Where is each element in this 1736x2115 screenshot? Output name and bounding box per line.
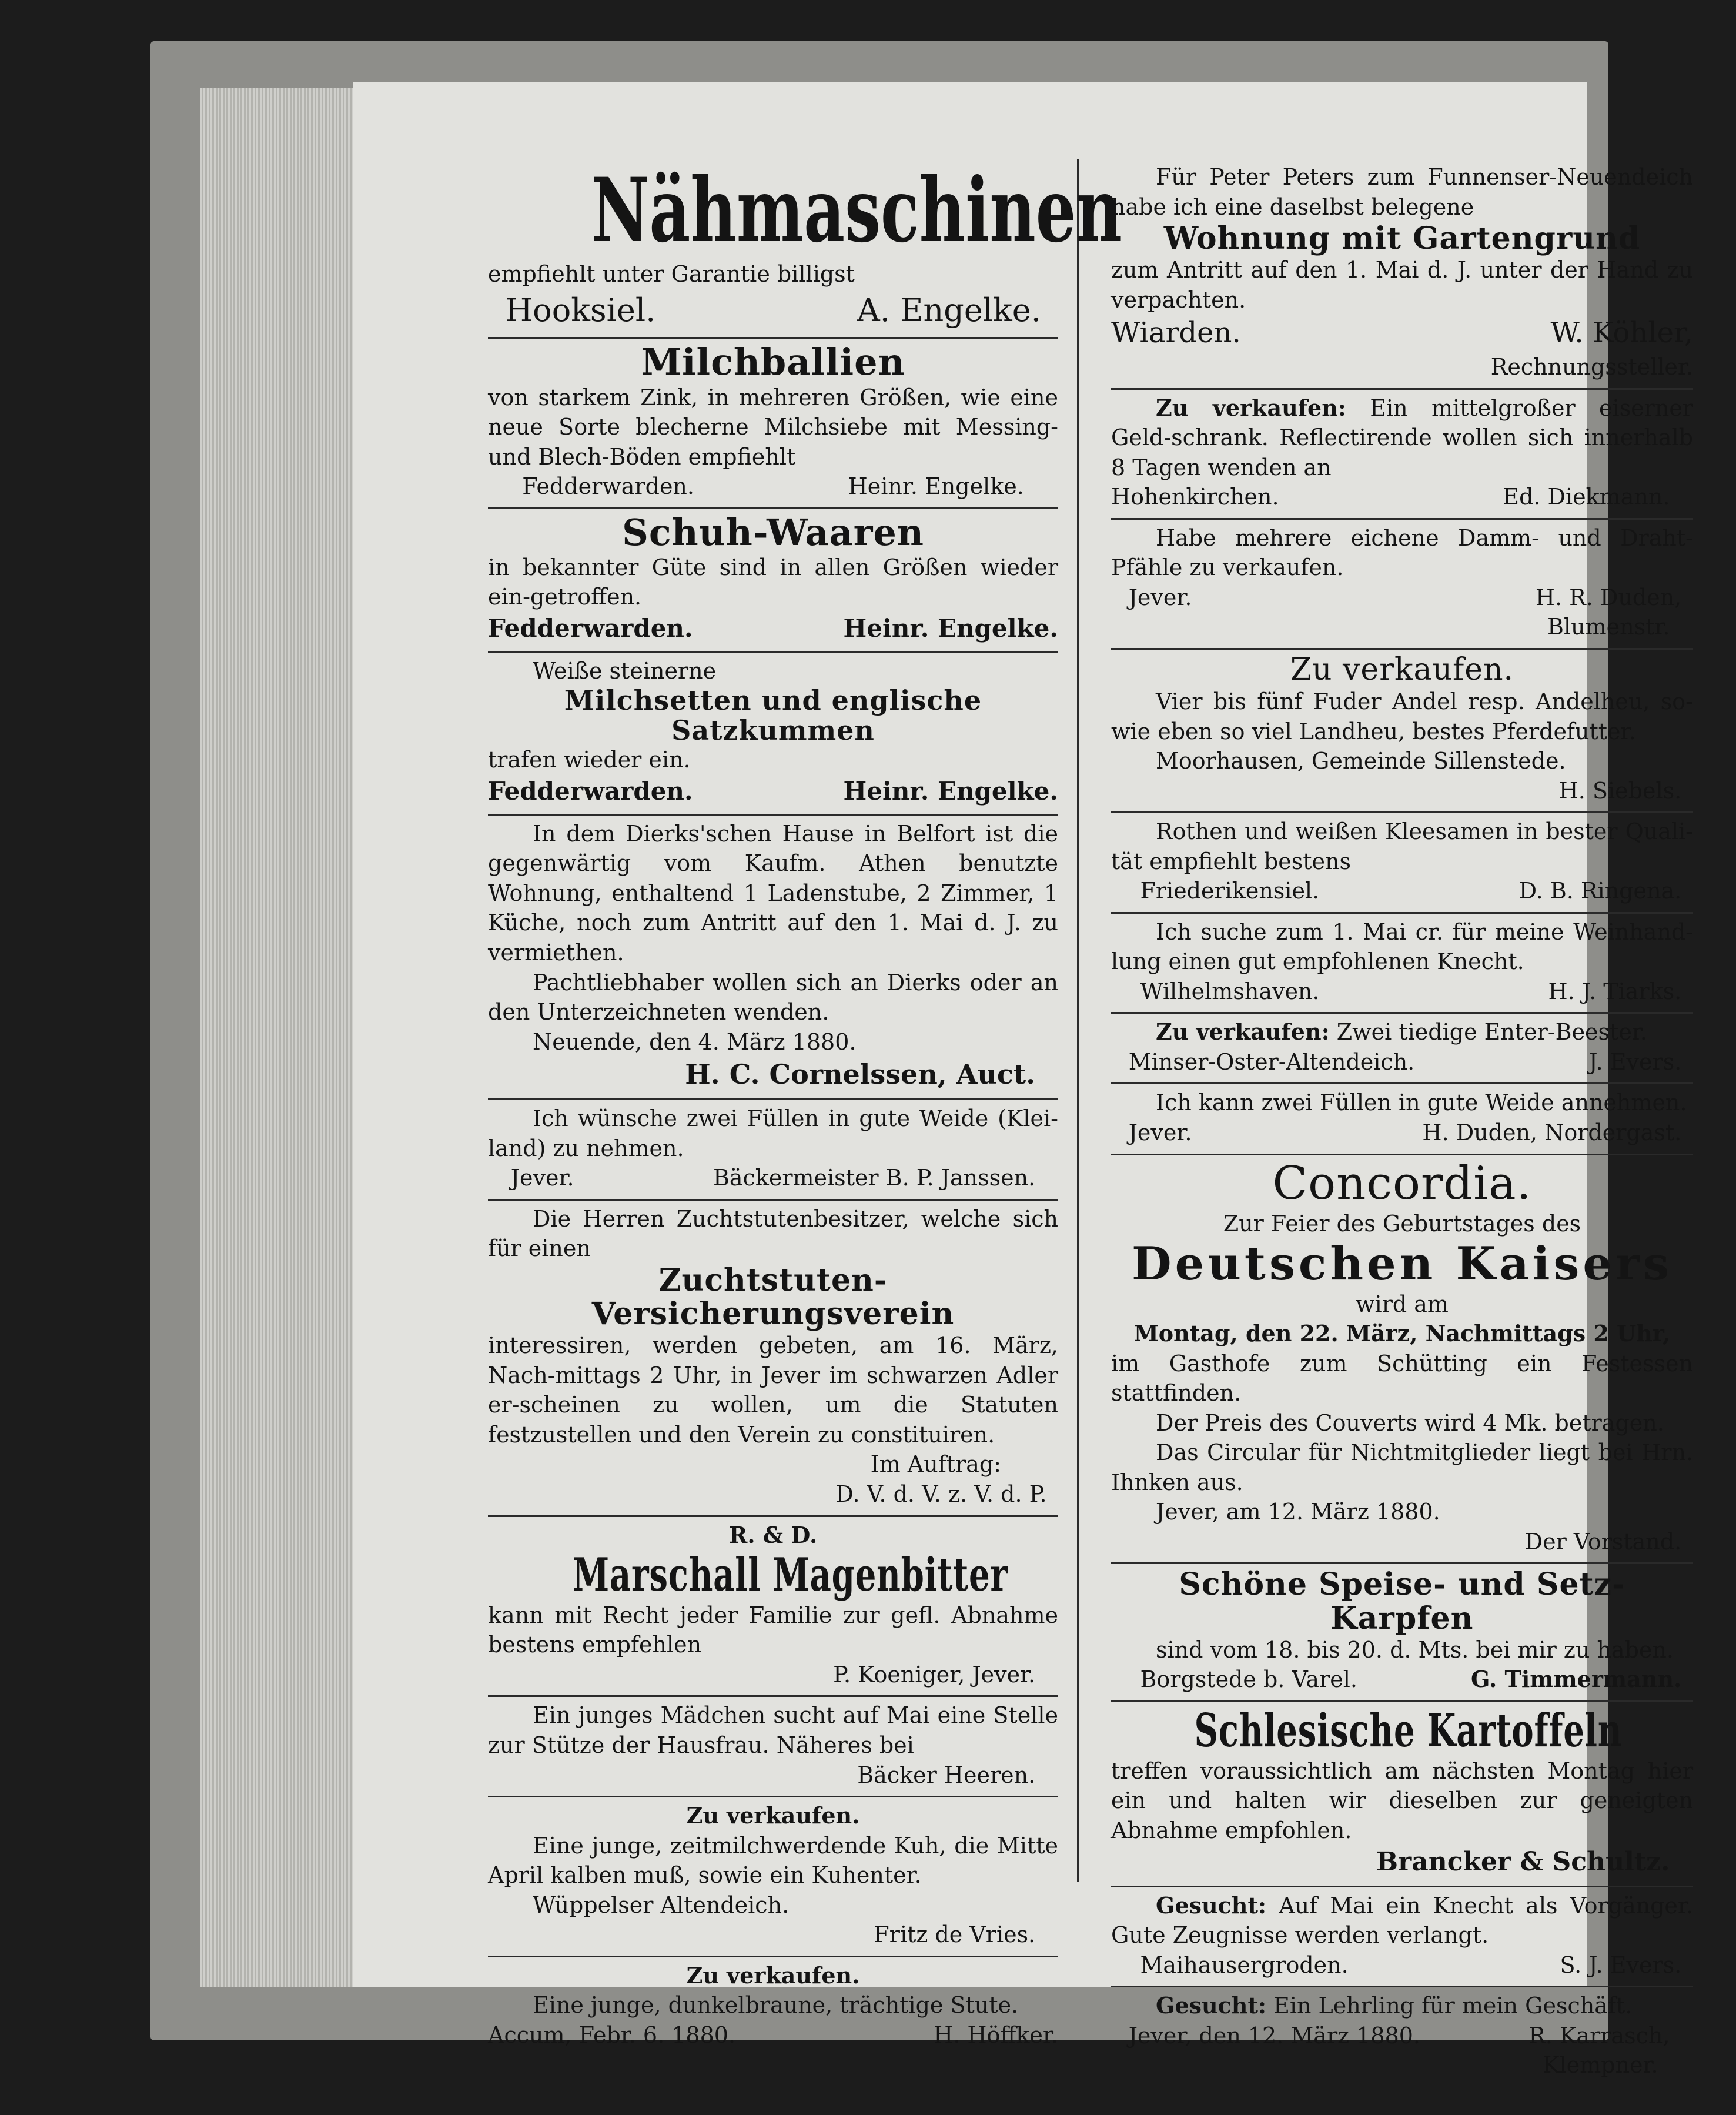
ad-body: Vier bis fünf Fuder Andel resp. Andelheu, so-wie eben so viel Landheu, bestes Pferdefutter. <box>1111 689 1693 744</box>
ad-foal-pasture <box>488 1100 1058 1201</box>
ad-signature: Fritz de Vries. <box>874 1922 1036 1948</box>
ad-signature: Wilhelmshaven. H. J. Tiarks. <box>1140 978 1682 1004</box>
ad-intro: Für Peter Peters zum Funnenser-Neuendeich habe ich eine daselbst belegene <box>1111 164 1693 220</box>
ad-body: Eine junge, zeitmilchwerdende Kuh, die Mitte April kalben muß, sowie ein Kuhenter. <box>488 1832 1058 1889</box>
column-divider <box>1077 159 1079 1882</box>
ad-signature: Wiarden. W. Köhler, <box>1111 316 1693 350</box>
ad-body-2: Der Preis des Couverts wird 4 Mk. betragen. <box>1156 1409 1664 1436</box>
ad-sewing-machines <box>488 159 1122 339</box>
ad-title: Nähmaschinen <box>591 159 1122 262</box>
ad-shoes <box>488 509 1058 653</box>
ad-title: Schlesische Kartoffeln <box>1194 1703 1623 1758</box>
ad-role: Klempner. <box>1543 2052 1658 2079</box>
ad-body-2: Pachtliebhaber wollen sich an Dierks oder an den Unterzeichneten wenden. <box>488 969 1058 1025</box>
ad-signature: Der Vorstand. <box>1524 1528 1682 1555</box>
ad-body: Ich wünsche zwei Füllen in gute Weide (Klei-land) zu nehmen. <box>488 1105 1058 1161</box>
ad-signature: Brancker & Schultz. <box>1376 1847 1670 1877</box>
ad-body: Ein junges Mädchen sucht auf Mai eine Stelle zur Stütze der Hausfrau. Näheres bei <box>488 1702 1058 1758</box>
ad-signature: Fedderwarden. Heinr. Engelke. <box>522 473 1024 500</box>
ad-signature: Jever. Bäckermeister B. P. Janssen. <box>510 1165 1036 1191</box>
ad-apprentice-wanted <box>1111 1987 1693 2086</box>
ad-mare-sale <box>488 1957 1058 2056</box>
ad-signature: Borgstede b. Varel. G. Timmermann. <box>1140 1666 1682 1693</box>
ad-intro: Die Herren Zuchtstutenbesitzer, welche sich für einen <box>488 1205 1058 1262</box>
ad-signature: Fedderwarden. Heinr. Engelke. <box>488 777 1058 806</box>
ad-signature: Accum, Febr. 6. 1880. H. Höffker. <box>488 2022 1058 2048</box>
ad-body: treffen voraussichtlich am nächsten Montag hier ein und halten wir dieselben zur geneigten Abnahme empfohlen. <box>1111 1758 1693 1843</box>
ad-body: Gesucht: Ein Lehrling für mein Geschäft. <box>1156 1992 1633 2019</box>
ad-body: Rothen und weißen Kleesamen in bester Quali-tät empfiehlt bestens <box>1111 818 1693 874</box>
ad-heifers-sale <box>1111 1014 1693 1084</box>
page-edges <box>200 88 364 1987</box>
ad-title: Concordia. <box>1272 1157 1532 1210</box>
ad-place: Wüppelser Altendeich. <box>533 1892 790 1918</box>
ad-signature: Hooksiel. A. Engelke. <box>505 291 1041 329</box>
ad-farmhand-wanted <box>1111 1887 1693 1988</box>
ad-line-2: wird am <box>1356 1291 1449 1317</box>
ad-signature: Hohenkirchen. Ed. Diekmann. <box>1111 484 1670 510</box>
ad-body: Habe mehrere eichene Damm- und Draht-Pfähle zu verkaufen. <box>1111 524 1693 581</box>
ad-signature: H. Siebels. <box>1558 777 1682 804</box>
ad-body: von starkem Zink, in mehreren Größen, wie eine neue Sorte blecherne Milchsiebe mit Messing- und Blech-Böden empfiehlt <box>488 384 1058 470</box>
ad-body: Gesucht: Auf Mai ein Knecht als Vorgänger. Gute Zeugnisse werden verlangt. <box>1111 1892 1693 1949</box>
ad-hay-sale <box>1111 650 1693 813</box>
ad-signature: Bäcker Heeren. <box>857 1762 1036 1788</box>
ad-title: Milchsetten und englische Satzkummen <box>564 684 982 746</box>
ad-signature: H. C. Cornelssen, Auct. <box>685 1058 1036 1091</box>
ad-title: Zu verkaufen. <box>686 1802 860 1829</box>
ad-posts-sale <box>1111 520 1693 650</box>
ad-title: Wohnung mit Gartengrund <box>1163 220 1641 257</box>
ad-intro: Weiße steinerne <box>533 657 717 684</box>
ad-clover-seed <box>1111 813 1693 914</box>
ad-body: Zu verkaufen: Ein mittelgroßer eiserner Geld-schrank. Reflectirende wollen sich innerhalb 8 Tagen wenden an <box>1111 394 1693 480</box>
ad-servant-wanted <box>1111 914 1693 1014</box>
ad-young-woman <box>488 1697 1058 1797</box>
ad-title: Zuchtstuten-Versicherungsverein <box>591 1262 955 1332</box>
ad-body: sind vom 18. bis 20. d. Mts. bei mir zu haben. <box>1156 1636 1674 1663</box>
ad-title: Zu verkaufen. <box>686 1962 860 1989</box>
left-column <box>488 159 1122 2048</box>
ad-signature: Fedderwarden. Heinr. Engelke. <box>488 613 1058 643</box>
ad-signature: Maihausergroden. S. J. Evers. <box>1140 1952 1682 1978</box>
ad-body: trafen wieder ein. <box>488 747 691 773</box>
ad-title: Zu verkaufen. <box>1290 651 1514 687</box>
ad-intro: R. & D. <box>728 1521 818 1548</box>
ad-date: Jever, am 12. März 1880. <box>1156 1499 1440 1525</box>
ad-body: zum Antritt auf den 1. Mai d. J. unter der Hand zu verpachten. <box>1111 257 1693 313</box>
ad-body: empfiehlt unter Garantie billigst <box>488 261 855 287</box>
ad-potatoes <box>1111 1702 1693 1887</box>
ad-body: im Gasthofe zum Schütting ein Festessen stattfinden. <box>1111 1350 1693 1406</box>
ad-body: Ich kann zwei Füllen in gute Weide annehmen. <box>1156 1090 1687 1116</box>
ad-signature: Minser-Oster-Altendeich. J. Evers. <box>1128 1048 1682 1075</box>
ad-title: Marschall Magenbitter <box>573 1548 1008 1602</box>
ad-milk-cans <box>488 339 1058 509</box>
ad-apartment-belfort <box>488 816 1058 1100</box>
ad-body: Eine junge, dunkelbraune, trächtige Stute. <box>533 1992 1019 2019</box>
ad-concordia <box>1111 1155 1693 1565</box>
ad-street: Blumenstr. <box>1547 614 1670 640</box>
ad-place: Moorhausen, Gemeinde Sillenstede. <box>1156 748 1566 774</box>
ad-bitters <box>488 1517 1058 1698</box>
ad-title: Schuh-Waaren <box>622 510 924 554</box>
ad-body: kann mit Recht jeder Familie zur gefl. Abnahme bestens empfehlen <box>488 1602 1058 1658</box>
ad-signature: P. Koeniger, Jever. <box>833 1661 1036 1688</box>
ad-body: In dem Dierks'schen Hause in Belfort ist die gegenwärtig vom Kaufm. Athen benutzte Wohnung, enthaltend 1 Ladenstube, 2 Zimmer, 1 Küche, noch zum Antritt auf den 1. Mai d. J. zu vermiethen. <box>488 820 1058 965</box>
ad-signature: Jever. H. Duden, Nordergast. <box>1128 1120 1682 1146</box>
ad-signature: Jever, den 12. März 1880. R. Karrasch, <box>1128 2022 1670 2049</box>
ad-signature: Jever. H. R. Duden, <box>1128 584 1682 610</box>
ad-cow-sale <box>488 1797 1058 1957</box>
ad-carp <box>1111 1564 1693 1702</box>
ad-date: Neuende, den 4. März 1880. <box>533 1028 857 1055</box>
ad-body: interessiren, werden gebeten, am 16. März, Nach-mittags 2 Uhr, in Jever im schwarzen Adler er-scheinen zu wollen, um die Statuten festzustellen und den Verein zu constituiren. <box>488 1332 1058 1448</box>
right-column <box>1111 159 1693 2079</box>
ad-signature: Friederikensiel. D. B. Ringena. <box>1140 878 1682 904</box>
ad-breeders-association <box>488 1201 1058 1517</box>
ad-stoneware <box>488 653 1058 816</box>
ad-body: Ich suche zum 1. Mai cr. für meine Weinhand-lung einen gut empfohlenen Knecht. <box>1111 918 1693 975</box>
ad-role: Rechnungssteller. <box>1490 354 1693 380</box>
ad-date-bold: Montag, den 22. März, Nachmittags 2 Uhr, <box>1133 1320 1671 1347</box>
ad-sign-1: Im Auftrag: <box>870 1451 1001 1478</box>
ad-safe-sale <box>1111 390 1693 520</box>
ad-title: Schöne Speise- und Setz-Karpfen <box>1179 1566 1625 1636</box>
ad-sign-2: D. V. d. V. z. V. d. P. <box>835 1481 1047 1507</box>
ad-title-emperor: Deutschen Kaisers <box>1131 1237 1673 1291</box>
ad-body: in bekannter Güte sind in allen Größen wieder ein-getroffen. <box>488 554 1058 610</box>
ad-body: Zu verkaufen: Zwei tiedige Enter-Beester. <box>1156 1018 1647 1045</box>
ad-title: Milchballien <box>641 340 905 384</box>
ad-garden-lease <box>1111 159 1693 390</box>
ad-body-3: Das Circular für Nichtmitglieder liegt bei Hrn. Ihnken aus. <box>1111 1439 1693 1495</box>
ad-pasture-offer <box>1111 1084 1693 1155</box>
ad-line: Zur Feier des Geburtstages des <box>1223 1211 1581 1237</box>
